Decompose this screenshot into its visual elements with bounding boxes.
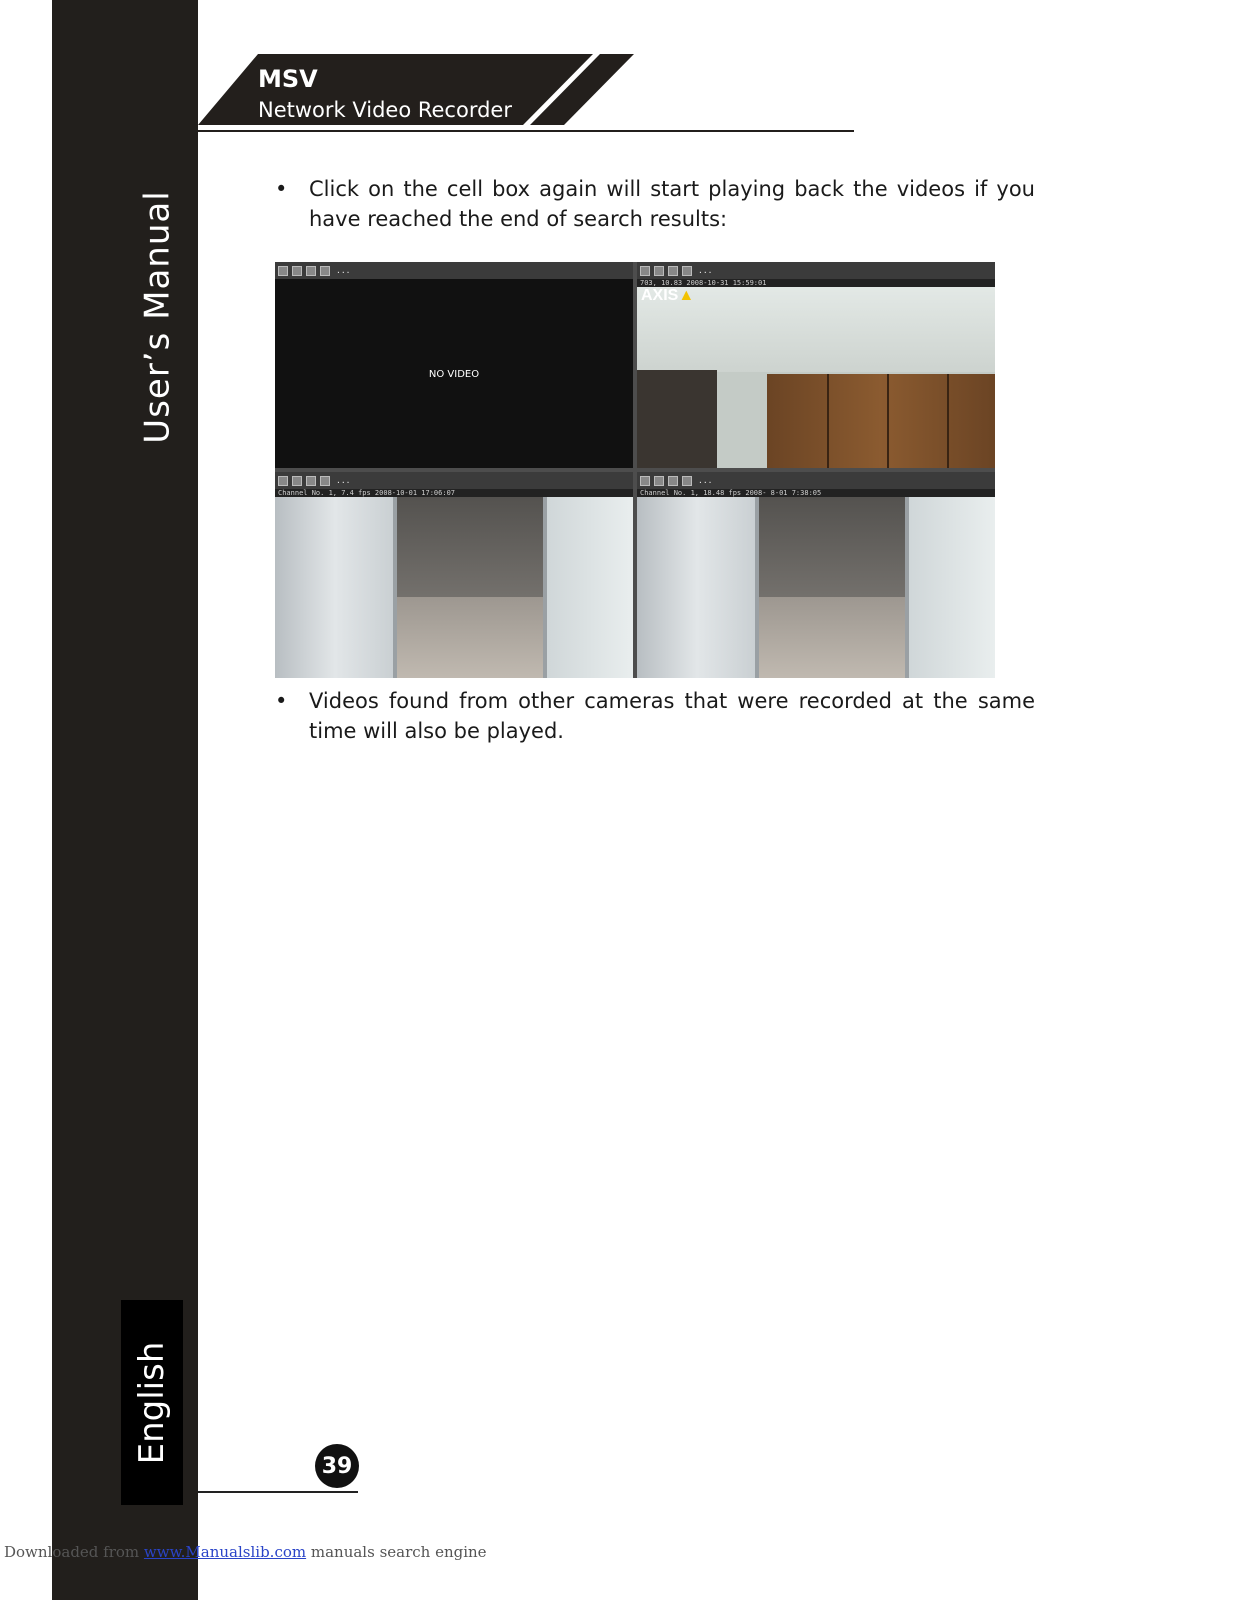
audio-icon xyxy=(668,266,678,276)
stop-icon xyxy=(682,476,692,486)
download-footer xyxy=(4,1543,487,1561)
snapshot-icon xyxy=(278,476,288,486)
language-tab xyxy=(121,1300,183,1505)
door-frame xyxy=(543,497,547,678)
audio-icon xyxy=(306,476,316,486)
fullscreen-icon xyxy=(292,476,302,486)
video-cell-3[interactable] xyxy=(275,472,633,678)
wall-image xyxy=(637,497,757,678)
video-grid-screenshot xyxy=(275,262,995,678)
language-label: English xyxy=(132,1341,172,1464)
cell-toolbar xyxy=(275,262,633,279)
fullscreen-icon xyxy=(654,266,664,276)
footer-rule xyxy=(198,1491,358,1493)
audio-icon xyxy=(668,476,678,486)
cell-bar-text: ... xyxy=(336,476,351,485)
bullet-dot: • xyxy=(275,689,288,713)
cabinet-image xyxy=(767,374,995,468)
video-cell-2[interactable] xyxy=(637,262,995,468)
brand-subtitle: Network Video Recorder xyxy=(258,98,512,122)
bullet-1-text: Click on the cell box again will start playing back the videos if you have reached the end of search results: xyxy=(309,177,1035,231)
floor-image xyxy=(395,597,545,678)
bullet-2-text: Videos found from other cameras that were recorded at the same time will also be played. xyxy=(309,689,1035,743)
cell-toolbar xyxy=(275,472,633,489)
bullet-dot: • xyxy=(275,177,288,201)
door-frame xyxy=(393,497,397,678)
cabinet-divider xyxy=(827,374,829,468)
cabinet-divider xyxy=(887,374,889,468)
sidebar-title xyxy=(127,186,189,448)
cabinet-divider xyxy=(947,374,949,468)
snapshot-icon xyxy=(278,266,288,276)
cell-bar-text: ... xyxy=(336,266,351,275)
bullet-1 xyxy=(275,174,1035,234)
axis-logo-text: AXIS xyxy=(641,287,679,304)
stop-icon xyxy=(320,476,330,486)
brand-title: MSV xyxy=(258,65,318,93)
cell-bar-text: ... xyxy=(698,266,713,275)
stop-icon xyxy=(320,266,330,276)
axis-triangle-icon: ▲ xyxy=(678,287,695,304)
cell-toolbar xyxy=(637,472,995,489)
page-number: 39 xyxy=(315,1444,359,1488)
axis-logo xyxy=(641,287,694,305)
door-frame xyxy=(755,497,759,678)
footer-suffix: manuals search engine xyxy=(306,1543,487,1561)
cell-toolbar xyxy=(637,262,995,279)
doorway-image xyxy=(637,370,717,468)
snapshot-icon xyxy=(640,476,650,486)
footer-prefix: Downloaded from xyxy=(4,1543,144,1561)
fullscreen-icon xyxy=(654,476,664,486)
cell-info: Channel No. 1, 18.48 fps 2008- 8-01 7:38:05 xyxy=(637,489,995,497)
video-cell-1[interactable] xyxy=(275,262,633,468)
bullet-2 xyxy=(275,686,1035,746)
fullscreen-icon xyxy=(292,266,302,276)
sidebar-title-text: User’s Manual xyxy=(138,190,178,444)
stop-icon xyxy=(682,266,692,276)
cell-info: Channel No. 1, 7.4 fps 2008-10-01 17:06:07 xyxy=(275,489,633,497)
cell-bar-text: ... xyxy=(698,476,713,485)
snapshot-icon xyxy=(640,266,650,276)
header-banner xyxy=(198,50,858,136)
wall-image xyxy=(907,497,995,678)
door-frame xyxy=(905,497,909,678)
floor-image xyxy=(757,597,907,678)
wall-image xyxy=(275,497,395,678)
cell-info: 703, 10.83 2008-10-31 15:59:01 xyxy=(637,279,995,287)
no-video-label: NO VIDEO xyxy=(428,369,480,380)
wall-image xyxy=(545,497,633,678)
video-cell-4[interactable] xyxy=(637,472,995,678)
manualslib-link[interactable]: www.Manualslib.com xyxy=(143,1543,307,1561)
audio-icon xyxy=(306,266,316,276)
